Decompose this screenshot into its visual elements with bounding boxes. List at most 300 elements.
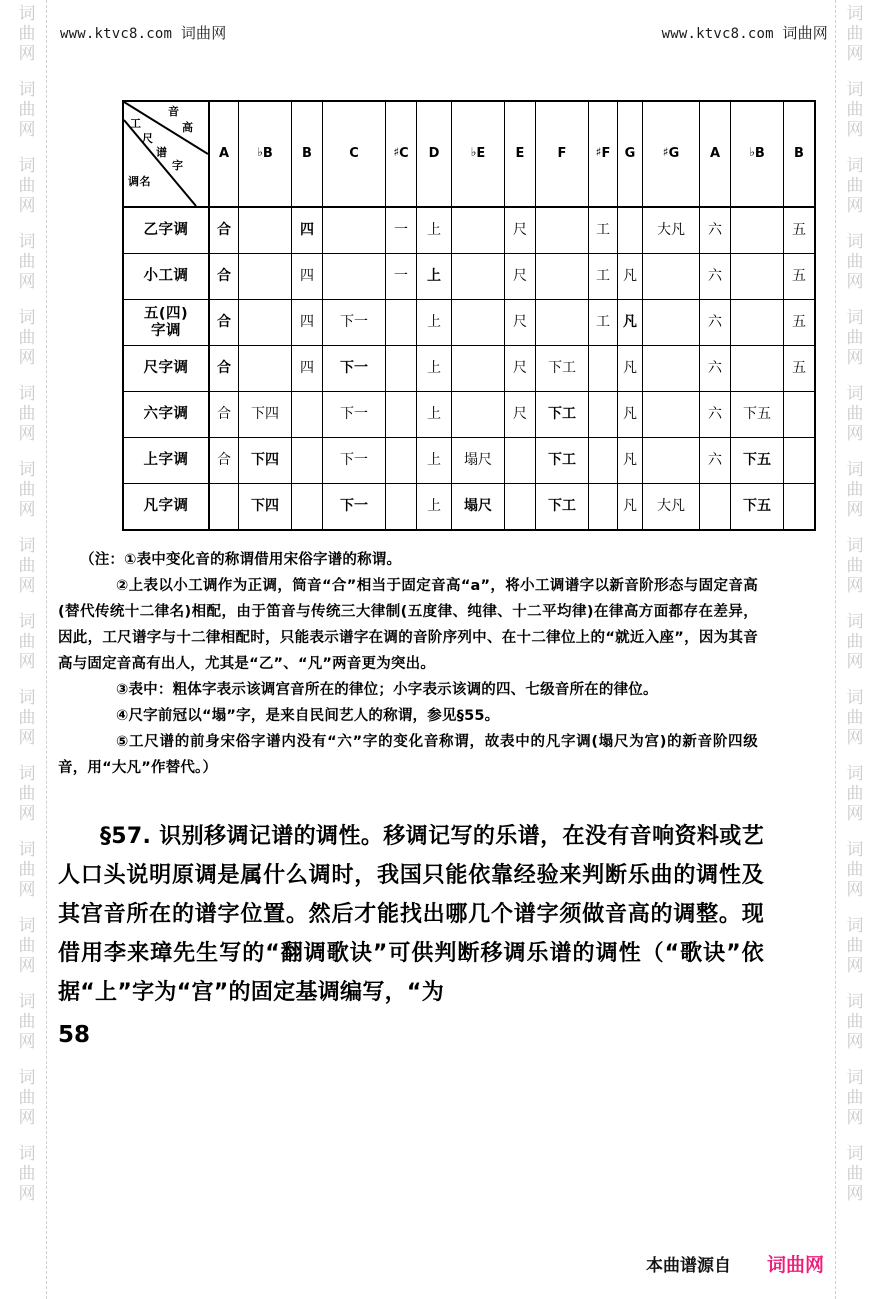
gongche-cell: 工 <box>589 300 618 346</box>
watermark-char: 曲 <box>18 556 36 576</box>
watermark-char: 曲 <box>18 1012 36 1032</box>
watermark-char: 网 <box>846 880 864 900</box>
watermark-url-top-right <box>662 22 828 43</box>
watermark-char: 词 <box>18 688 36 708</box>
gongche-cell <box>239 346 292 392</box>
gongche-cell: 尺 <box>505 346 536 392</box>
watermark-char: 网 <box>18 424 36 444</box>
watermark-char: 网 <box>846 1032 864 1052</box>
gongche-cell <box>452 346 505 392</box>
gongche-cell: 合 <box>209 207 239 254</box>
gongche-cell: 六 <box>700 438 731 484</box>
watermark-char: 网 <box>846 120 864 140</box>
gongche-cell: 上 <box>417 300 452 346</box>
gongche-cell <box>505 438 536 484</box>
footer-brand: 词曲网 <box>766 1254 824 1276</box>
gongche-cell: 四 <box>292 207 323 254</box>
gongche-cell <box>292 392 323 438</box>
watermark-char: 词 <box>846 460 864 480</box>
corner-label-pu: 谱 <box>156 146 168 159</box>
watermark-block <box>847 232 864 292</box>
key-name-cell <box>123 207 209 254</box>
watermark-char: 网 <box>18 576 36 596</box>
watermark-block <box>19 384 36 444</box>
gongche-cell: 上 <box>417 392 452 438</box>
watermark-char: 曲 <box>18 328 36 348</box>
gongche-cell <box>239 207 292 254</box>
gongche-cell: 尺 <box>505 300 536 346</box>
accidental-symbol: ♭ <box>257 144 263 159</box>
gongche-cell: 工 <box>589 207 618 254</box>
watermark-char: 网 <box>846 196 864 216</box>
watermark-char: 网 <box>18 1032 36 1052</box>
gongche-cell <box>239 254 292 300</box>
watermark-char: 曲 <box>846 708 864 728</box>
watermark-char: 词 <box>846 232 864 252</box>
accidental-symbol: ♭ <box>470 144 477 159</box>
watermark-char: 曲 <box>846 632 864 652</box>
watermark-char: 网 <box>846 576 864 596</box>
watermark-cn-text-left: 词曲网 <box>180 24 227 42</box>
key-name-line: 五(四) <box>143 305 189 322</box>
gongche-cell: 五 <box>784 207 816 254</box>
gongche-cell: 凡 <box>618 346 643 392</box>
pitch-name: F <box>557 145 567 161</box>
gongche-cell: 下四 <box>239 438 292 484</box>
watermark-char: 曲 <box>18 252 36 272</box>
gongche-cell: 凡 <box>618 392 643 438</box>
gongche-cell: 五 <box>784 254 816 300</box>
table-row <box>123 392 815 438</box>
pitch-name: E <box>515 145 525 161</box>
watermark-char: 词 <box>846 916 864 936</box>
gongche-table-wrap <box>122 100 806 531</box>
gongche-cell <box>731 254 784 300</box>
gongche-cell: 下一 <box>323 438 386 484</box>
key-name-cell <box>123 484 209 531</box>
watermark-char: 网 <box>18 652 36 672</box>
watermark-char: 词 <box>18 1144 36 1164</box>
pitch-header-cell <box>323 101 386 207</box>
watermark-char: 词 <box>18 992 36 1012</box>
watermark-char: 词 <box>846 384 864 404</box>
pitch-header-cell <box>292 101 323 207</box>
key-name-cell <box>123 438 209 484</box>
gongche-cell <box>731 300 784 346</box>
pitch-header-cell <box>536 101 589 207</box>
gongche-cell: 下五 <box>731 484 784 531</box>
key-name-cell <box>123 392 209 438</box>
watermark-char: 曲 <box>846 480 864 500</box>
pitch-header-cell <box>731 101 784 207</box>
watermark-char: 网 <box>846 348 864 368</box>
corner-label-zi: 字 <box>172 159 184 172</box>
gongche-cell: 六 <box>700 254 731 300</box>
gongche-cell: 大凡 <box>643 484 700 531</box>
watermark-block <box>19 308 36 368</box>
corner-label-gao: 高 <box>182 121 194 134</box>
gongche-cell: 一 <box>386 254 417 300</box>
watermark-block <box>847 80 864 140</box>
gongche-cell <box>536 254 589 300</box>
gongche-cell <box>589 346 618 392</box>
gongche-cell: 尺 <box>505 207 536 254</box>
watermark-char: 词 <box>846 1144 864 1164</box>
watermark-block <box>19 992 36 1052</box>
gongche-cell: 合 <box>209 392 239 438</box>
gongche-cell <box>700 484 731 531</box>
watermark-block <box>19 764 36 824</box>
watermark-block <box>19 612 36 672</box>
gongche-cell: 六 <box>700 207 731 254</box>
watermark-char: 网 <box>18 728 36 748</box>
watermark-char: 网 <box>846 956 864 976</box>
gongche-cell: 四 <box>292 254 323 300</box>
watermark-char: 词 <box>18 764 36 784</box>
gongche-cell <box>643 392 700 438</box>
pitch-header-cell <box>452 101 505 207</box>
key-name-line: 上字调 <box>143 452 189 469</box>
accidental-symbol: ♯ <box>393 144 400 159</box>
note-3: ③表中：粗体字表示该调宫音所在的律位；小字表示该调的四、七级音所在的律位。 <box>116 682 658 698</box>
gongche-cell: 上 <box>417 254 452 300</box>
watermark-char: 网 <box>18 120 36 140</box>
watermark-char: 词 <box>846 1068 864 1088</box>
watermark-char: 曲 <box>846 24 864 44</box>
gongche-cell: 四 <box>292 300 323 346</box>
watermark-char: 曲 <box>18 480 36 500</box>
page-top-header <box>0 22 882 44</box>
gongche-cell: 下工 <box>536 438 589 484</box>
gongche-cell <box>784 438 816 484</box>
gongche-cell <box>731 346 784 392</box>
pitch-header-cell <box>784 101 816 207</box>
gongche-cell: 塌尺 <box>452 438 505 484</box>
watermark-block <box>847 156 864 216</box>
watermark-char: 词 <box>846 308 864 328</box>
watermark-block <box>847 460 864 520</box>
watermark-char: 词 <box>18 460 36 480</box>
watermark-char: 网 <box>846 804 864 824</box>
pitch-name: B <box>754 145 765 161</box>
gongche-cell <box>643 438 700 484</box>
watermark-block <box>19 1068 36 1128</box>
note-1: （注：①表中变化音的称谓借用宋俗字谱的称谓。 <box>80 552 402 568</box>
gongche-cell <box>618 207 643 254</box>
watermark-block <box>847 612 864 672</box>
watermark-block <box>847 1068 864 1128</box>
pitch-header-cell <box>386 101 417 207</box>
gongche-cell: 下一 <box>323 484 386 531</box>
watermark-char: 词 <box>18 232 36 252</box>
pitch-name: C <box>399 145 409 161</box>
key-name-line: 六字调 <box>143 406 189 423</box>
watermark-char: 曲 <box>18 1088 36 1108</box>
gongche-cell <box>452 392 505 438</box>
watermark-block <box>19 916 36 976</box>
watermark-block <box>19 536 36 596</box>
gongche-cell <box>643 300 700 346</box>
watermark-char: 曲 <box>18 1164 36 1184</box>
pitch-header-cell <box>417 101 452 207</box>
watermark-block <box>847 764 864 824</box>
pitch-name: A <box>218 145 230 161</box>
gongche-cell: 尺 <box>505 254 536 300</box>
pitch-header-cell <box>589 101 618 207</box>
gongche-cell <box>292 438 323 484</box>
note-4: ④尺字前冠以“塌”字，是来自民间艺人的称谓，参见§55。 <box>116 708 500 724</box>
watermark-char: 词 <box>18 384 36 404</box>
gongche-cell: 下工 <box>536 484 589 531</box>
gongche-cell <box>536 300 589 346</box>
watermark-block <box>847 992 864 1052</box>
key-name-cell <box>123 254 209 300</box>
watermark-char: 曲 <box>846 1164 864 1184</box>
watermark-block <box>19 840 36 900</box>
gongche-cell <box>209 484 239 531</box>
gongche-cell: 下一 <box>323 392 386 438</box>
watermark-char: 词 <box>846 992 864 1012</box>
gongche-cell: 合 <box>209 254 239 300</box>
table-row <box>123 254 815 300</box>
gongche-cell <box>323 207 386 254</box>
watermark-url-text-left: www.ktvc8.com <box>60 26 173 42</box>
watermark-char: 网 <box>846 500 864 520</box>
watermark-rail-left <box>8 0 47 1299</box>
gongche-cell: 五 <box>784 346 816 392</box>
watermark-char: 曲 <box>846 252 864 272</box>
gongche-cell: 下工 <box>536 392 589 438</box>
accidental-symbol: ♯ <box>595 144 602 159</box>
gongche-cell: 下四 <box>239 484 292 531</box>
accidental-symbol: ♯ <box>662 144 669 159</box>
watermark-block <box>847 840 864 900</box>
pitch-header-cell <box>505 101 536 207</box>
gongche-cell: 上 <box>417 207 452 254</box>
watermark-block <box>19 156 36 216</box>
key-name-line: 尺字调 <box>143 360 189 377</box>
watermark-char: 网 <box>18 348 36 368</box>
gongche-cell: 凡 <box>618 438 643 484</box>
gongche-cell <box>505 484 536 531</box>
gongche-cell: 凡 <box>618 300 643 346</box>
watermark-char: 曲 <box>846 556 864 576</box>
pitch-name: C <box>349 145 359 161</box>
watermark-char: 词 <box>846 156 864 176</box>
gongche-cell <box>589 392 618 438</box>
gongche-cell <box>784 484 816 531</box>
watermark-char: 词 <box>18 612 36 632</box>
corner-label-diaoming: 调名 <box>128 175 151 188</box>
watermark-char: 网 <box>18 44 36 64</box>
gongche-cell <box>452 300 505 346</box>
watermark-url-top-left <box>60 22 226 43</box>
pitch-header-cell <box>618 101 643 207</box>
watermark-char: 网 <box>18 272 36 292</box>
pitch-name: A <box>709 145 721 161</box>
watermark-char: 词 <box>18 1068 36 1088</box>
watermark-char: 网 <box>18 956 36 976</box>
gongche-cell: 六 <box>700 300 731 346</box>
watermark-char: 词 <box>18 916 36 936</box>
gongche-cell: 合 <box>209 346 239 392</box>
gongche-cell: 合 <box>209 438 239 484</box>
watermark-char: 网 <box>18 196 36 216</box>
gongche-cell: 上 <box>417 346 452 392</box>
watermark-url-text-right: www.ktvc8.com <box>661 26 774 42</box>
key-name-line: 字调 <box>151 322 181 339</box>
watermark-char: 网 <box>18 804 36 824</box>
gongche-cell: 一 <box>386 207 417 254</box>
table-corner-cell <box>123 101 209 207</box>
pitch-name: F <box>601 145 611 161</box>
pitch-name: D <box>428 145 440 161</box>
watermark-block <box>847 1144 864 1204</box>
key-name-cell <box>123 300 209 346</box>
gongche-cell: 尺 <box>505 392 536 438</box>
gongche-cell <box>239 300 292 346</box>
page-footer <box>646 1250 824 1277</box>
accidental-symbol: ♭ <box>749 144 755 159</box>
gongche-cell: 塌尺 <box>452 484 505 531</box>
corner-label-chi: 尺 <box>142 132 154 145</box>
watermark-char: 词 <box>846 536 864 556</box>
gongche-cell <box>589 484 618 531</box>
watermark-char: 词 <box>846 80 864 100</box>
page-content <box>58 100 824 1048</box>
gongche-cell <box>386 300 417 346</box>
gongche-cell: 合 <box>209 300 239 346</box>
watermark-char: 曲 <box>18 708 36 728</box>
gongche-cell: 工 <box>589 254 618 300</box>
gongche-cell <box>643 346 700 392</box>
watermark-char: 曲 <box>18 404 36 424</box>
watermark-char: 曲 <box>846 784 864 804</box>
watermark-char: 曲 <box>18 784 36 804</box>
key-name-cell <box>123 346 209 392</box>
watermark-char: 曲 <box>846 936 864 956</box>
watermark-char: 词 <box>18 4 36 24</box>
watermark-block <box>847 916 864 976</box>
watermark-char: 网 <box>846 1184 864 1204</box>
gongche-cell: 大凡 <box>643 207 700 254</box>
watermark-char: 网 <box>846 272 864 292</box>
gongche-cell: 下五 <box>731 438 784 484</box>
watermark-block <box>19 688 36 748</box>
table-header-row <box>123 101 815 207</box>
watermark-block <box>19 80 36 140</box>
note-2: ②上表以小工调作为正调，筒音“合”相当于固定音高“a”，将小工调谱字以新音阶形态与固定音高(替代传统十二律名)相配，由于笛音与传统三大律制(五度律、纯律、十二平均律)在律高方面都存在差异，因此，工尺谱字与十二律相配时，只能表示谱字在调的音阶序列中、在十二律位上的“就近入座”，因为其音高与固定音高有出人，尤其是“乙”、“凡”两音更为突出。 <box>58 578 758 672</box>
watermark-char: 网 <box>18 880 36 900</box>
gongche-cell <box>452 207 505 254</box>
watermark-char: 词 <box>18 840 36 860</box>
watermark-char: 网 <box>846 1108 864 1128</box>
watermark-char: 网 <box>18 1184 36 1204</box>
gongche-cell: 上 <box>417 438 452 484</box>
watermark-char: 词 <box>18 156 36 176</box>
watermark-char: 曲 <box>846 1012 864 1032</box>
watermark-block <box>847 308 864 368</box>
watermark-block <box>847 688 864 748</box>
gongche-cell: 六 <box>700 392 731 438</box>
table-row <box>123 207 815 254</box>
pitch-name: B <box>794 145 804 161</box>
gongche-cell: 上 <box>417 484 452 531</box>
pitch-name: E <box>476 145 486 161</box>
key-name-line: 凡字调 <box>143 498 189 515</box>
watermark-char: 网 <box>846 728 864 748</box>
watermark-char: 曲 <box>18 860 36 880</box>
watermark-char: 曲 <box>18 632 36 652</box>
gongche-cell <box>589 438 618 484</box>
watermark-char: 曲 <box>18 100 36 120</box>
table-row <box>123 300 815 346</box>
watermark-block <box>19 232 36 292</box>
gongche-cell <box>386 484 417 531</box>
footer-source-label: 本曲谱源自 <box>645 1256 731 1276</box>
gongche-cell: 五 <box>784 300 816 346</box>
section-57-paragraph: §57. 识别移调记谱的调性。移调记写的乐谱，在没有音响资料或艺人口头说明原调是属什么调时，我国只能依靠经验来判断乐曲的调性及其宫音所在的谱字位置。然后才能找出哪几个谱字须做音高的调整。现借用李来璋先生写的“翻调歌诀”可供判断移调乐谱的调性（“歌诀”依据“上”字为“宫”的固定基调编写，“为 <box>58 824 764 1005</box>
pitch-header-cell <box>643 101 700 207</box>
watermark-char: 词 <box>18 80 36 100</box>
gongche-cell <box>386 346 417 392</box>
watermark-char: 曲 <box>846 100 864 120</box>
gongche-cell <box>536 207 589 254</box>
watermark-char: 词 <box>846 764 864 784</box>
gongche-cell <box>386 438 417 484</box>
watermark-char: 曲 <box>846 860 864 880</box>
gongche-cell: 六 <box>700 346 731 392</box>
watermark-char: 网 <box>18 500 36 520</box>
watermark-block <box>847 384 864 444</box>
pitch-header-cell <box>209 101 239 207</box>
gongche-cell <box>643 254 700 300</box>
watermark-cn-text-right: 词曲网 <box>782 24 828 42</box>
gongche-cell: 下五 <box>731 392 784 438</box>
gongche-cell: 凡 <box>618 484 643 531</box>
corner-label-yin: 音 <box>168 105 180 118</box>
pitch-name: B <box>262 145 273 161</box>
gongche-cell <box>386 392 417 438</box>
gongche-cell: 四 <box>292 346 323 392</box>
pitch-header-cell <box>700 101 731 207</box>
watermark-char: 曲 <box>18 936 36 956</box>
gongche-cell <box>292 484 323 531</box>
gongche-cell <box>784 392 816 438</box>
corner-label-gong: 工 <box>130 117 142 130</box>
watermark-char: 网 <box>846 424 864 444</box>
key-name-line: 小工调 <box>143 268 189 285</box>
gongche-cell: 下工 <box>536 346 589 392</box>
gongche-cell: 下一 <box>323 346 386 392</box>
page-number: 58 <box>58 1022 91 1048</box>
pitch-header-cell <box>239 101 292 207</box>
table-row <box>123 484 815 531</box>
watermark-char: 词 <box>846 840 864 860</box>
table-row <box>123 346 815 392</box>
watermark-block <box>847 536 864 596</box>
watermark-char: 词 <box>18 308 36 328</box>
gongche-cell: 凡 <box>618 254 643 300</box>
note-5: ⑤工尺谱的前身宋俗字谱内没有“六”字的变化音称谓，故表中的凡字调(塌尺为宫)的新音阶四级音，用“大凡”作替代。） <box>58 734 758 776</box>
watermark-char: 曲 <box>846 328 864 348</box>
pitch-name: G <box>668 145 680 161</box>
watermark-char: 词 <box>846 612 864 632</box>
pitch-name: G <box>624 145 636 161</box>
table-notes <box>58 547 758 781</box>
gongche-cell: 下四 <box>239 392 292 438</box>
gongche-cell: 下一 <box>323 300 386 346</box>
